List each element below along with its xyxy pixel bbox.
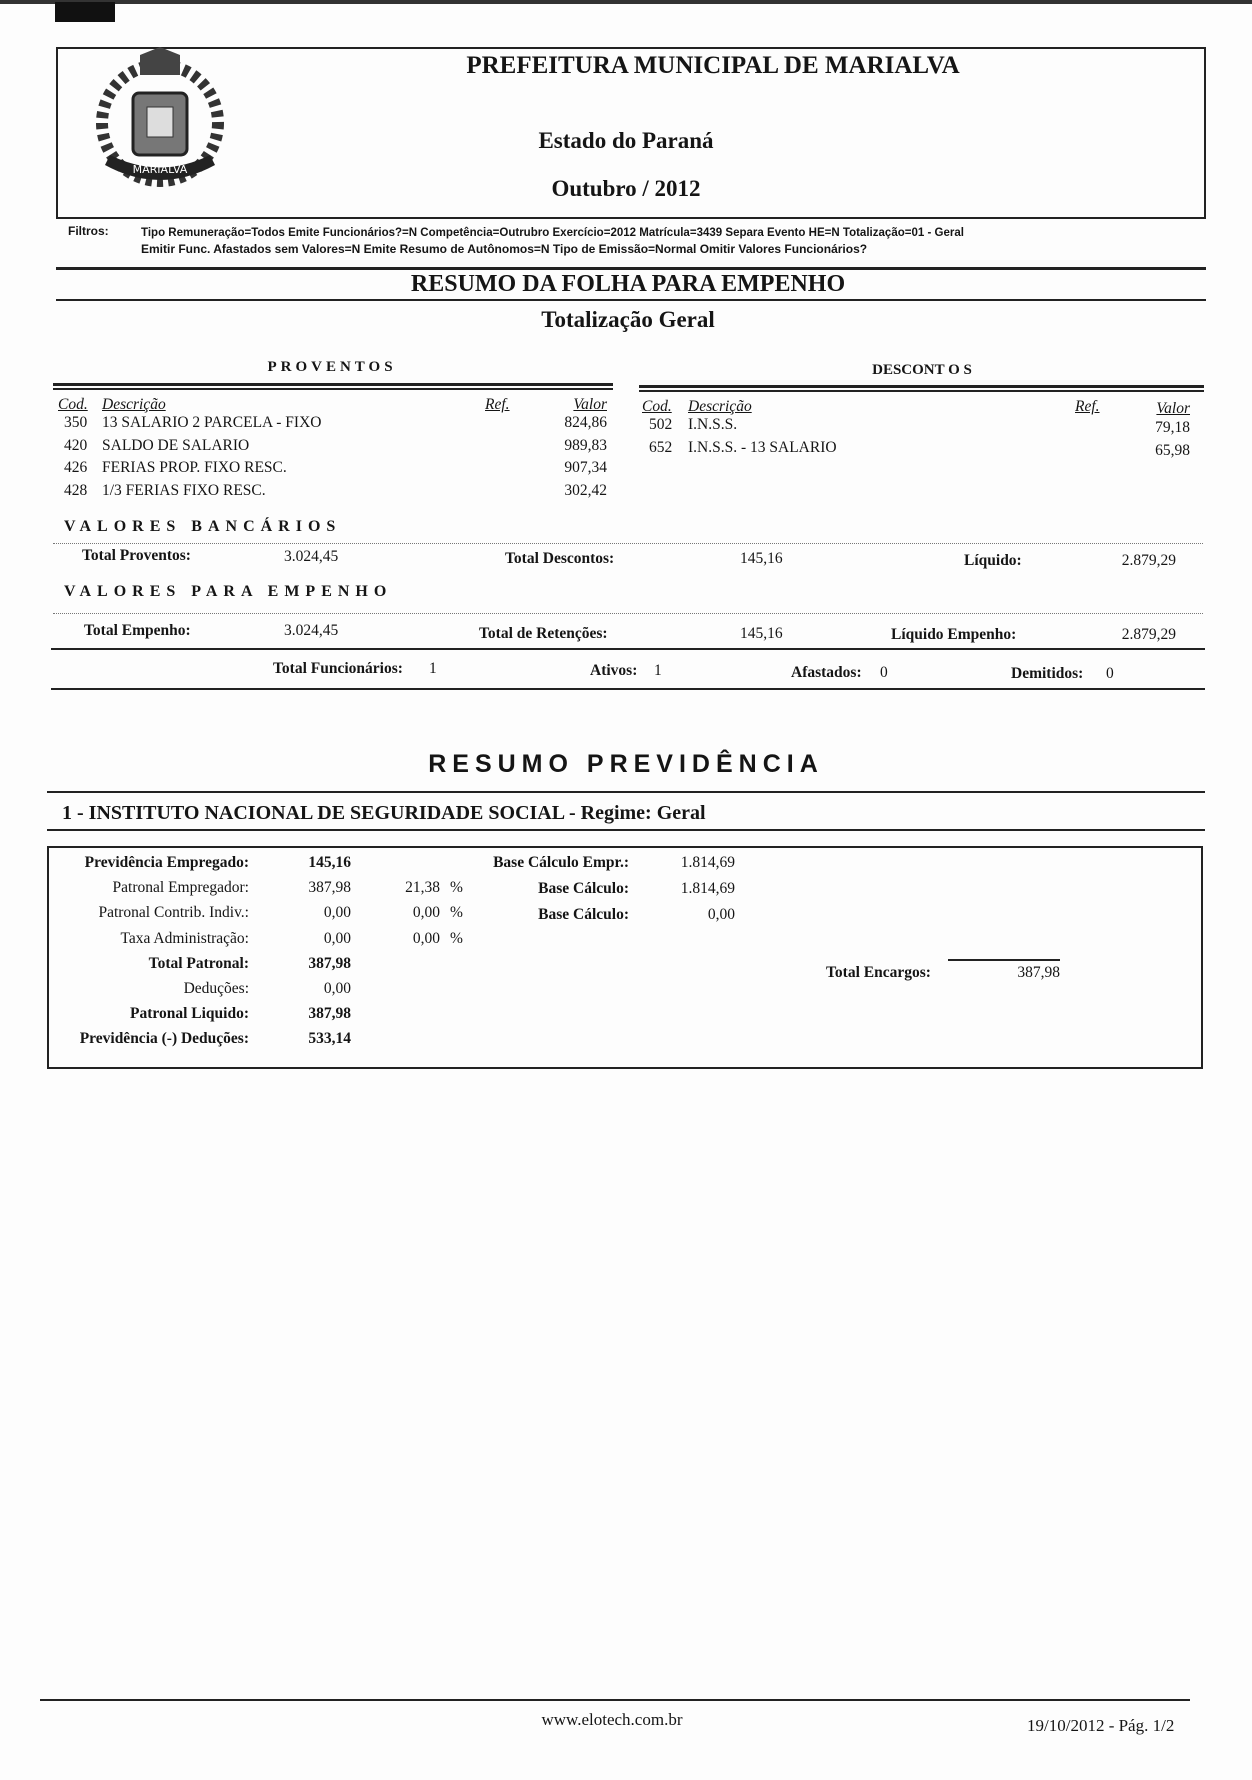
total-funcionarios-label: Total Funcionários:	[273, 660, 403, 677]
filters-line-2: Emitir Func. Afastados sem Valores=N Emite Resumo de Autônomos=N Tipo de Emissão=Normal Omitir Valores Funcionários?	[141, 242, 868, 256]
previdencia-row-percent: 21,38	[405, 879, 440, 897]
previdencia-row-value: 387,98	[308, 879, 351, 897]
liquido-empenho-label: Líquido Empenho:	[891, 626, 1017, 643]
ativos-value: 1	[654, 662, 662, 679]
previdencia-row-value: 533,14	[308, 1030, 351, 1048]
liquido-label: Líquido:	[964, 552, 1022, 569]
empenho-title: VALORES PARA EMPENHO	[64, 583, 393, 600]
divider	[56, 267, 1206, 270]
proventos-row-desc: 1/3 FERIAS FIXO RESC.	[102, 482, 266, 500]
total-proventos-value: 3.024,45	[284, 548, 339, 565]
total-descontos-label: Total Descontos:	[505, 550, 615, 567]
footer-date-page: 19/10/2012 - Pág. 1/2	[1027, 1716, 1175, 1735]
base-calculo-label: Base Cálculo:	[538, 905, 629, 923]
previdencia-row-value: 0,00	[323, 980, 351, 997]
divider	[47, 829, 1205, 831]
descontos-header-valor: Valor	[1156, 400, 1190, 417]
proventos-header-desc: Descrição	[102, 396, 166, 413]
descontos-title: DESCONT O S	[872, 362, 972, 378]
descontos-header-desc: Descrição	[688, 398, 752, 415]
percent-symbol: %	[450, 904, 463, 922]
dotted-rule	[53, 613, 1203, 614]
header-period: Outubro / 2012	[551, 176, 701, 201]
proventos-header-valor: Valor	[573, 396, 607, 413]
total-empenho-value: 3.024,45	[284, 622, 339, 639]
descontos-row-cod: 502	[649, 416, 673, 433]
double-rule	[639, 390, 1204, 392]
municipal-crest-logo	[85, 45, 235, 195]
base-calculo-value: 0,00	[707, 905, 735, 923]
total-empenho-label: Total Empenho:	[84, 622, 191, 639]
divider	[47, 791, 1205, 793]
percent-symbol: %	[450, 879, 463, 897]
total-proventos-label: Total Proventos:	[82, 547, 191, 564]
previdencia-row-label: Taxa Administração:	[120, 929, 249, 947]
double-rule	[53, 388, 613, 390]
descontos-row-desc: I.N.S.S. - 13 SALARIO	[688, 438, 837, 456]
descontos-header-cod: Cod.	[642, 398, 672, 415]
proventos-header-cod: Cod.	[58, 396, 88, 413]
previdencia-row-value: 0,00	[323, 904, 351, 922]
proventos-row-valor: 302,42	[564, 482, 607, 500]
double-rule	[53, 383, 613, 386]
previdencia-row-label: Total Patronal:	[148, 954, 249, 972]
previdencia-row-label: Patronal Liquido:	[129, 1005, 249, 1023]
scan-edge	[0, 0, 1252, 4]
descontos-row-valor: 65,98	[1155, 441, 1190, 459]
liquido-empenho-value: 2.879,29	[1121, 626, 1176, 643]
proventos-row-valor: 989,83	[564, 436, 607, 454]
bancarios-title: VALORES BANCÁRIOS	[64, 518, 342, 535]
filters-line-1: Tipo Remuneração=Todos Emite Funcionários?=N Competência=Outrubro Exercício=2012 Matrícula=3439 Separa Evento HE=N Totalização=01 - Geral	[141, 225, 965, 239]
proventos-header-ref: Ref.	[485, 396, 510, 413]
demitidos-label: Demitidos:	[1011, 665, 1084, 682]
previdencia-row-value: 0,00	[323, 929, 351, 947]
report-title: RESUMO DA FOLHA PARA EMPENHO	[410, 271, 846, 297]
total-rule	[948, 959, 1060, 961]
base-calculo-label: Base Cálculo Empr.:	[493, 854, 629, 871]
total-descontos-value: 145,16	[740, 550, 783, 567]
descontos-row-desc: I.N.S.S.	[688, 416, 738, 433]
total-encargos-label: Total Encargos:	[826, 964, 931, 981]
footer-site: www.elotech.com.br	[541, 1710, 683, 1729]
previdencia-row-value: 387,98	[308, 1005, 351, 1023]
proventos-title: PROVENTOS	[267, 359, 397, 375]
previdencia-row-value: 145,16	[308, 854, 351, 871]
previdencia-row-percent: 0,00	[412, 904, 440, 922]
base-calculo-label: Base Cálculo:	[538, 879, 629, 897]
descontos-row-valor: 79,18	[1155, 419, 1190, 436]
previdencia-row-percent: 0,00	[412, 929, 440, 947]
afastados-label: Afastados:	[791, 664, 862, 681]
proventos-row-cod: 420	[64, 436, 88, 454]
proventos-row-valor: 907,34	[564, 459, 607, 477]
proventos-row-cod: 426	[64, 459, 88, 477]
ativos-label: Ativos:	[590, 662, 638, 679]
filters-label: Filtros:	[68, 224, 109, 238]
previdencia-row-label: Patronal Contrib. Indiv.:	[98, 904, 249, 922]
demitidos-value: 0	[1106, 665, 1114, 682]
footer-rule	[40, 1699, 1190, 1701]
scan-mark	[55, 2, 115, 22]
descontos-row-cod: 652	[649, 438, 673, 456]
previdencia-row-label: Previdência Empregado:	[84, 854, 249, 871]
header-state: Estado do Paraná	[538, 128, 714, 153]
total-encargos-value: 387,98	[1017, 964, 1060, 981]
proventos-row-desc: 13 SALARIO 2 PARCELA - FIXO	[102, 414, 322, 431]
divider	[51, 648, 1205, 650]
previdencia-row-label: Deduções:	[183, 980, 249, 997]
base-calculo-value: 1.814,69	[680, 854, 735, 871]
proventos-row-desc: FERIAS PROP. FIXO RESC.	[102, 459, 287, 477]
double-rule	[639, 385, 1204, 388]
divider	[51, 688, 1205, 690]
liquido-value: 2.879,29	[1121, 552, 1176, 569]
svg-text:MARIALVA: MARIALVA	[132, 163, 188, 176]
total-funcionarios-value: 1	[429, 660, 437, 677]
previdencia-row-value: 387,98	[308, 954, 351, 972]
total-retencoes-label: Total de Retenções:	[479, 625, 608, 642]
previdencia-row-label: Patronal Empregador:	[112, 879, 249, 897]
proventos-row-cod: 350	[64, 414, 88, 431]
afastados-value: 0	[880, 664, 888, 681]
proventos-row-cod: 428	[64, 482, 88, 500]
divider	[56, 299, 1206, 301]
total-retencoes-value: 145,16	[740, 625, 783, 642]
percent-symbol: %	[450, 929, 463, 947]
descontos-header-ref: Ref.	[1075, 398, 1100, 415]
previdencia-row-label: Previdência (-) Deduções:	[79, 1030, 249, 1048]
dotted-rule	[53, 543, 1203, 544]
base-calculo-value: 1.814,69	[680, 879, 735, 897]
proventos-row-valor: 824,86	[564, 414, 607, 431]
proventos-row-desc: SALDO DE SALARIO	[102, 436, 250, 454]
previdencia-title: RESUMO PREVIDÊNCIA	[428, 750, 824, 778]
instituto-heading: 1 - INSTITUTO NACIONAL DE SEGURIDADE SOCIAL - Regime: Geral	[62, 802, 706, 824]
report-subtitle: Totalização Geral	[541, 307, 715, 332]
header-title: PREFEITURA MUNICIPAL DE MARIALVA	[466, 52, 960, 79]
